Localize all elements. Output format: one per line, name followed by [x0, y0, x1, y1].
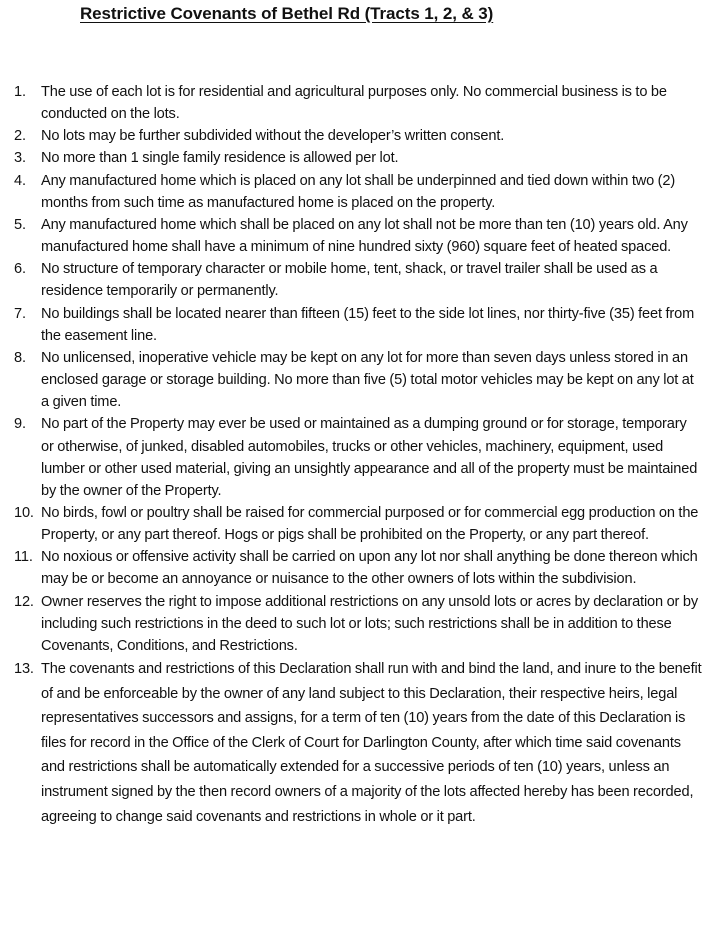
list-item: [14, 170, 702, 214]
item-number: 4.: [14, 172, 26, 189]
item-number: 5.: [14, 216, 26, 233]
list-item: [14, 303, 702, 347]
item-text: Any manufactured home which is placed on any lot shall be underpinned and tied down within two (2) months from such time as manufactured home is placed on the property.: [41, 172, 676, 211]
covenants-list: [14, 81, 702, 829]
list-item: [14, 258, 702, 302]
item-number: 13.: [14, 661, 34, 678]
item-text: No unlicensed, inoperative vehicle may be kept on any lot for more than seven days unless stored in an enclosed garage or storage building. No more than five (5) total motor vehicles may be kept on any lot at a given time.: [41, 349, 694, 411]
item-text: No part of the Property may ever be used or maintained as a dumping ground or for storage, temporary or otherwise, of junked, disabled automobiles, trucks or other vehicles, machinery, equipment, used lumber or other used material, giving an unsightly appearance and all of the property must be maintained by the owner of the Property.: [41, 416, 698, 499]
list-item: [14, 591, 702, 657]
list-item: [14, 413, 702, 502]
item-text: Owner reserves the right to impose additional restrictions on any unsold lots or acres by declaration or by including such restrictions in the deed to such lot or lots; such restrictions shall be in addition to these Covenants, Conditions, and Restrictions.: [41, 593, 698, 654]
item-number: 11.: [14, 549, 33, 566]
item-number: 6.: [14, 261, 26, 278]
item-number: 12.: [14, 593, 34, 610]
item-number: 2.: [14, 128, 26, 145]
list-item: [14, 657, 702, 829]
list-item: [14, 147, 702, 169]
document-title: Restrictive Covenants of Bethel Rd (Tracts 1, 2, & 3): [80, 4, 494, 23]
item-number: 8.: [14, 349, 26, 366]
list-item: [14, 125, 702, 147]
item-text: Any manufactured home which shall be placed on any lot shall not be more than ten (10) years old. Any manufactured home shall have a minimum of nine hundred sixty (960) square feet of heated spaced.: [41, 216, 688, 256]
item-number: 9.: [14, 416, 26, 433]
list-item: [14, 546, 702, 590]
item-number: 1.: [14, 84, 26, 100]
item-number: 7.: [14, 305, 26, 322]
list-item: [14, 214, 702, 258]
item-text: No more than 1 single family residence is allowed per lot.: [41, 150, 399, 167]
item-text: No birds, fowl or poultry shall be raised for commercial purposed or for commercial egg production on the Property, or any part thereof. Hogs or pigs shall be prohibited on the Property, or any part thereof.: [41, 504, 699, 544]
list-item: [14, 347, 702, 413]
item-text: The use of each lot is for residential and agricultural purposes only. No commercial business is to be conducted on the lots.: [41, 84, 667, 123]
item-text: The covenants and restrictions of this Declaration shall run with and bind the land, and inure to the benefit of and be enforceable by the owner of any land subject to this Declaration, their respective heirs, legal representatives successors and assigns, for a term of ten (10) years from the date of this Declaration is files for record in the Office of the Clerk of Court for Darlington County, after which time said covenants and restrictions shall be automatically extended for a successive periods of ten (10) years, unless an instrument signed by the then record owners of a majority of the lots affected hereby has been recorded, agreeing to change said covenants and restrictions in whole or it part.: [41, 661, 702, 825]
item-text: No lots may be further subdivided without the developer’s written consent.: [41, 128, 505, 145]
item-number: 3.: [14, 150, 26, 167]
list-item: [14, 81, 702, 125]
item-text: No buildings shall be located nearer than fifteen (15) feet to the side lot lines, nor thirty-five (35) feet from the easement line.: [41, 305, 695, 344]
item-text: No noxious or offensive activity shall be carried on upon any lot nor shall anything be done thereon which may be or become an annoyance or nuisance to the other owners of lots within the subdivision.: [41, 549, 698, 588]
item-text: No structure of temporary character or mobile home, tent, shack, or travel trailer shall be used as a residence temporarily or permanently.: [41, 261, 658, 300]
item-number: 10.: [14, 504, 34, 521]
list-item: [14, 502, 702, 546]
